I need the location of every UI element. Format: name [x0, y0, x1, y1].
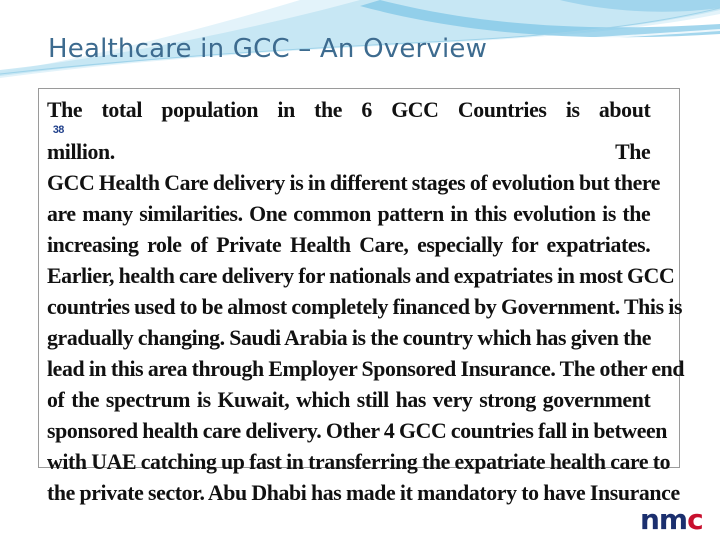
body-paragraph	[47, 94, 685, 508]
body-line: GCC Health Care delivery is in different stages of evolution but there	[47, 170, 661, 195]
body-line: with UAE catching up fast in transferring the expatriate health care to	[47, 449, 671, 474]
body-line: the private sector. Abu Dhabi has made it mandatory to have Insurance	[47, 480, 680, 505]
body-line: Earlier, health care delivery for nationals and expatriates in most GCC	[47, 263, 675, 288]
body-line: increasing role of Private Health Care, especially for expatriates.	[47, 232, 651, 257]
slide-title: Healthcare in GCC – An Overview	[48, 34, 488, 64]
body-line: sponsored health care delivery. Other 4 GCC countries fall in between	[47, 418, 668, 443]
body-line: gradually changing. Saudi Arabia is the country which has given the	[47, 325, 652, 350]
svg-text:nmc: nmc	[640, 505, 703, 535]
body-line-segment: The total population in the 6 GCC Countries is about	[47, 97, 651, 122]
body-text-box	[38, 88, 685, 505]
body-line	[47, 94, 650, 167]
nmc-logo	[640, 505, 716, 535]
body-line: of the spectrum is Kuwait, which still has very strong government	[47, 387, 651, 412]
body-line: are many similarities. One common pattern in this evolution is the	[47, 201, 651, 226]
body-line-segment: million. The	[47, 139, 651, 164]
population-value: 38	[52, 124, 64, 136]
body-line: countries used to be almost completely financed by Government. This is	[47, 294, 683, 319]
body-line: lead in this area through Employer Sponsored Insurance. The other end	[47, 356, 685, 381]
